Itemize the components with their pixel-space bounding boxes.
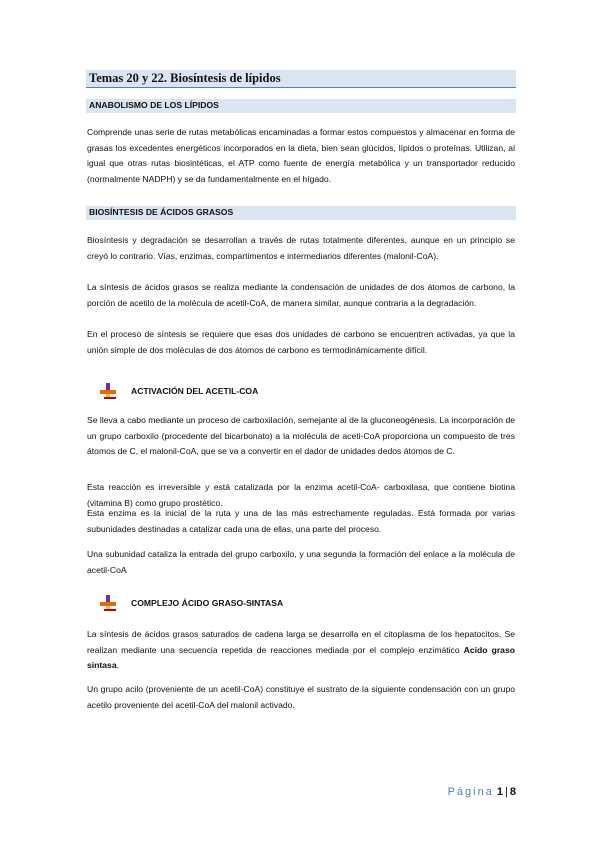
paragraph-biosintesis-2: La síntesis de ácidos grasos se realiza mediante la condensación de unidades de dos átomos de carbono, la porción de acetilo de la molécula de acetil-CoA, de manera similar, aunque contraria a la degradación. — [87, 282, 515, 308]
cross-bullet-icon — [100, 383, 116, 399]
paragraph-anabolismo: Comprende unas serie de rutas metabólicas encaminadas a formar estos compuestos y almacenar en forma de grasas los excedentes energéticos incorporados en la dieta, bien sean glúcidos, lípidos o proteínas. Utilizan, al igual que otras rutas biosintéticas, el ATP como fuente de energía metabólica y un transportador reducido (normalmente NADPH) y se da fundamentalmente en el hígado. — [87, 127, 515, 185]
paragraph-complejo-1-end: . — [116, 660, 120, 671]
page-label: Página — [447, 786, 494, 798]
section-heading-biosintesis — [86, 206, 516, 220]
subsection-heading-text: ACTIVACIÓN DEL ACETIL-COA — [131, 386, 259, 396]
subsection-heading-text: COMPLEJO ÁCIDO GRASO-SINTASA — [131, 598, 284, 608]
cross-bullet-icon — [100, 595, 116, 611]
document-title: Temas 20 y 22. Biosíntesis de lípidos — [89, 71, 281, 85]
page-separator: | — [505, 786, 508, 798]
section-heading-text: ANABOLISMO DE LOS LÍPIDOS — [89, 100, 219, 110]
paragraph-biosintesis-1: Biosíntesis y degradación se desarrollan a través de rutas totalmente diferentes, aunque en un principio se creyó lo contrario. Vías, enzimas, compartimentos e intermediarios diferentes (malonil-CoA). — [87, 235, 515, 261]
page-footer — [400, 786, 516, 798]
paragraph-complejo-1 — [87, 627, 515, 674]
section-heading-anabolismo — [86, 99, 516, 113]
paragraph-biosintesis-3: En el proceso de síntesis se requiere que esas dos unidades de carbono se encuentren activadas, ya que la unión simple de dos moléculas de dos átomos de carbono es termodinámicamente difícil. — [87, 329, 515, 355]
paragraph-activacion-2: Esta reacción es irreversible y está catalizada por la enzima acetil-CoA- carboxilasa, que contiene biotina (vitamina B) como grupo prostético. — [87, 482, 515, 508]
section-heading-text: BIOSÍNTESIS DE ÁCIDOS GRASOS — [89, 207, 234, 217]
document-title-bar — [86, 70, 516, 88]
enzyme-name: Acido graso sintasa — [87, 644, 515, 671]
paragraph-activacion-1: Se lleva a cabo mediante un proceso de carboxilación, semejante al de la gluconeogénesis. La incorporación de un grupo carboxilo (procedente del bicarbonato) a la molécula de aceti-CoA proporciona un compuesto de tres átomos de C, el malonil-CoA, que se va a convertir en el dador de unidades dedos átomos de C. — [87, 415, 515, 457]
page-number: 1 — [496, 786, 504, 798]
paragraph-activacion-4: Una subunidad cataliza la entrada del grupo carboxilo, y una segunda la formación del enlace a la molécula de acetil-CoA — [87, 549, 515, 575]
page-total: 8 — [509, 786, 516, 798]
paragraph-activacion-3: Esta enzima es la inicial de la ruta y una de las más estrechamente reguladas. Está formada por varias subunidades destinadas a catalizar cada una de ellas, una parte del proceso. — [87, 508, 515, 534]
paragraph-complejo-1-text: La síntesis de ácidos grasos saturados de cadena larga se desarrolla en el citoplasma de los hepatocitos. Se realizan mediante una secuencia repetida de reacciones mediada por el complejo enzimático — [87, 629, 515, 655]
paragraph-complejo-2: Un grupo acilo (proveniente de un acetil-CoA) constituye el sustrato de la siguiente condensación con un grupo acetilo proveniente del acetil-CoA del malonil activado. — [87, 684, 515, 710]
